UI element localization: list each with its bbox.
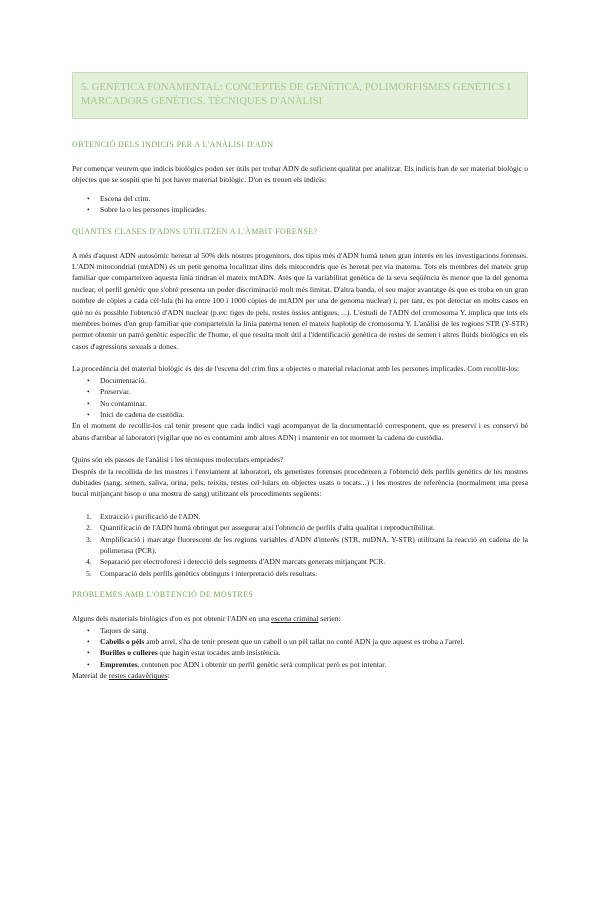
list-item: • Taques de sang. [72, 625, 528, 636]
section-heading-problemes: PROBLEMES AMB L'OBTENCIÓ DE MOSTRES [72, 590, 254, 600]
bullet-list [72, 375, 528, 421]
section-heading-adn-classes: QUANTES CLASES D'ADNS UTILITZEN A L'ÀMBIT FORENSE? [72, 226, 318, 236]
paragraph: Alguns dels materials biològics d'on es pot obtenir l'ADN en una escena criminal serien: [72, 614, 341, 624]
section-heading-indicis: OBTENCIÓ DELS INDICIS PER A L'ANÀLISI D'ADN [72, 140, 274, 149]
paragraph: En el moment de recollir-los cal tenir present que cada indici vagi acompanyat de la documentació corresponent, que es preservi i es conservi bé abans d'arribar al laboratori (vigilar que no es contamini amb altres ADN) i mantenir en tot moment la cadena de custòdia. [72, 421, 528, 442]
list-item: 5. Comparació dels perfils genètics obtinguts i interpretació dels resultats. [86, 568, 317, 578]
document-page [0, 72, 600, 920]
paragraph: Quins són els passos de l'anàlisi i les tècniques moleculars emprades? [72, 455, 284, 465]
chapter-title-box [72, 72, 528, 119]
list-item: 3. Amplificació i marcatge fluorescent de les regions variables d'ADN d'interès (STR, mtDNA, Y-STR) utilitzant la reacció en cadena de la polimerasa (PCR). [86, 534, 528, 555]
bullet-list [72, 625, 528, 671]
numbered-list [72, 511, 528, 579]
list-item: 1. Extracció i purificació de l'ADN. [86, 511, 201, 521]
list-item: • Sobre la o les persones implicades. [72, 204, 528, 215]
list-item: 4. Separació per electroforesi i detecció dels segments d'ADN marcats generats mitjançant PCR. [86, 557, 386, 567]
list-item: • Preservar. [72, 386, 528, 397]
paragraph: A més d'aquest ADN autosòmic heretat al 50% dels nostres progenitors, dos tipus més d'ADN humà tenen gran interès en les investigacions forenses. L'ADN mitocondrial (mtADN) és un petit genoma localitzat dins dels mitocondris que és heretat per via materna. Tots els membres del mateix grup familiar que comparteixen aquesta línia tindran el mateix mtADN. Atès que la variabilitat genètica de la seva seqüència és menor que la del genoma nuclear, el perfil genètic que s'obté presenta un poder discriminació molt més limitat. D'altra banda, el seu major avantatge és que es troba en un gran nombre de còpies a cada cèl·lula (hi ha entre 100 i 1000 còpies de mtADN per una de genoma nuclear) i, per tant, es pot detectar en molts casos en què no és possible l'obtenció d'ADN nuclear (p.ex: tiges de pels, restes òssies antigues, ...). L'estudi de l'ADN del cromosoma Y, implica que tots els membres homes d'un grup familiar que comparteixin la línia paterna tenen el mateix haplotip de cromosoma Y. L'anàlisi de les regions STR (Y-STR) permet obtenir un patró genètic específic de l'home, el que resulta molt útil a l'identificació genètica de restes de semen i altres fluids biològics en els casos d'agressions sexuals a dones. [72, 250, 528, 351]
paragraph: Material de restes cadavèriques: [72, 671, 170, 681]
list-item: 2. Quantificació de l'ADN humà obtingut per assegurar així l'obtenció de perfils d'alta qualitat i reproductibilitat. [86, 523, 435, 533]
list-item: • Cabells o pèls amb arrel, s'ha de tenir present que un cabell o un pèl tallat no conté ADN ja que aquest es troba a l'arrel. [72, 636, 528, 647]
list-item: • No contaminar. [72, 398, 528, 409]
underlined-term: restes cadavèriques [108, 671, 168, 681]
list-item: • Escena del crim. [72, 193, 528, 204]
list-item: • Inici de cadena de custòdia. [72, 409, 528, 420]
chapter-title: 5. GENÈTICA FONAMENTAL: CONCEPTES DE GENÈTICA, POLIMORFISMES GENÈTICS I MARCADORS GENÈTICS. TÈCNIQUES D'ANÀLISI [81, 82, 511, 107]
paragraph: Per començar veurem que indicis biològics poden ser útils per trobar ADN de suficient qualitat per analitzar. Els indicis han de ser material biològic o objectes que se sospiti que hi pot haver material biològic. D'on es treuen els indicis: [72, 164, 528, 185]
underlined-term: escena criminal [271, 614, 319, 624]
list-item: • Documentació. [72, 375, 528, 386]
paragraph: La procedència del material biològic és des de l'escena del crim fins a objectes o material relacionat amb les persones implicades. Com recollir-los: [72, 364, 520, 374]
bullet-list [72, 193, 528, 216]
list-item: • Burilles o culleres que hagin estat tocades amb insistència. [72, 647, 528, 658]
paragraph: Després de la recollida de les mostres i l'enviament al laboratori, els genetistes forenses procedeixen a l'obtenció dels perfils genètics de les mostres dubitades (sang, semen, saliva, orina, pels, teixits, restes cel·lulars en objectes usats o tocats...) i les mostres de referència (normalment una presa bucal mitjançant hisop o una mostra de sang) utilitzant els procediments següents: [72, 466, 528, 499]
list-item: • Empremtes, contenen poc ADN i obtenir un perfil genètic serà complicat però es pot intentar. [72, 659, 528, 670]
